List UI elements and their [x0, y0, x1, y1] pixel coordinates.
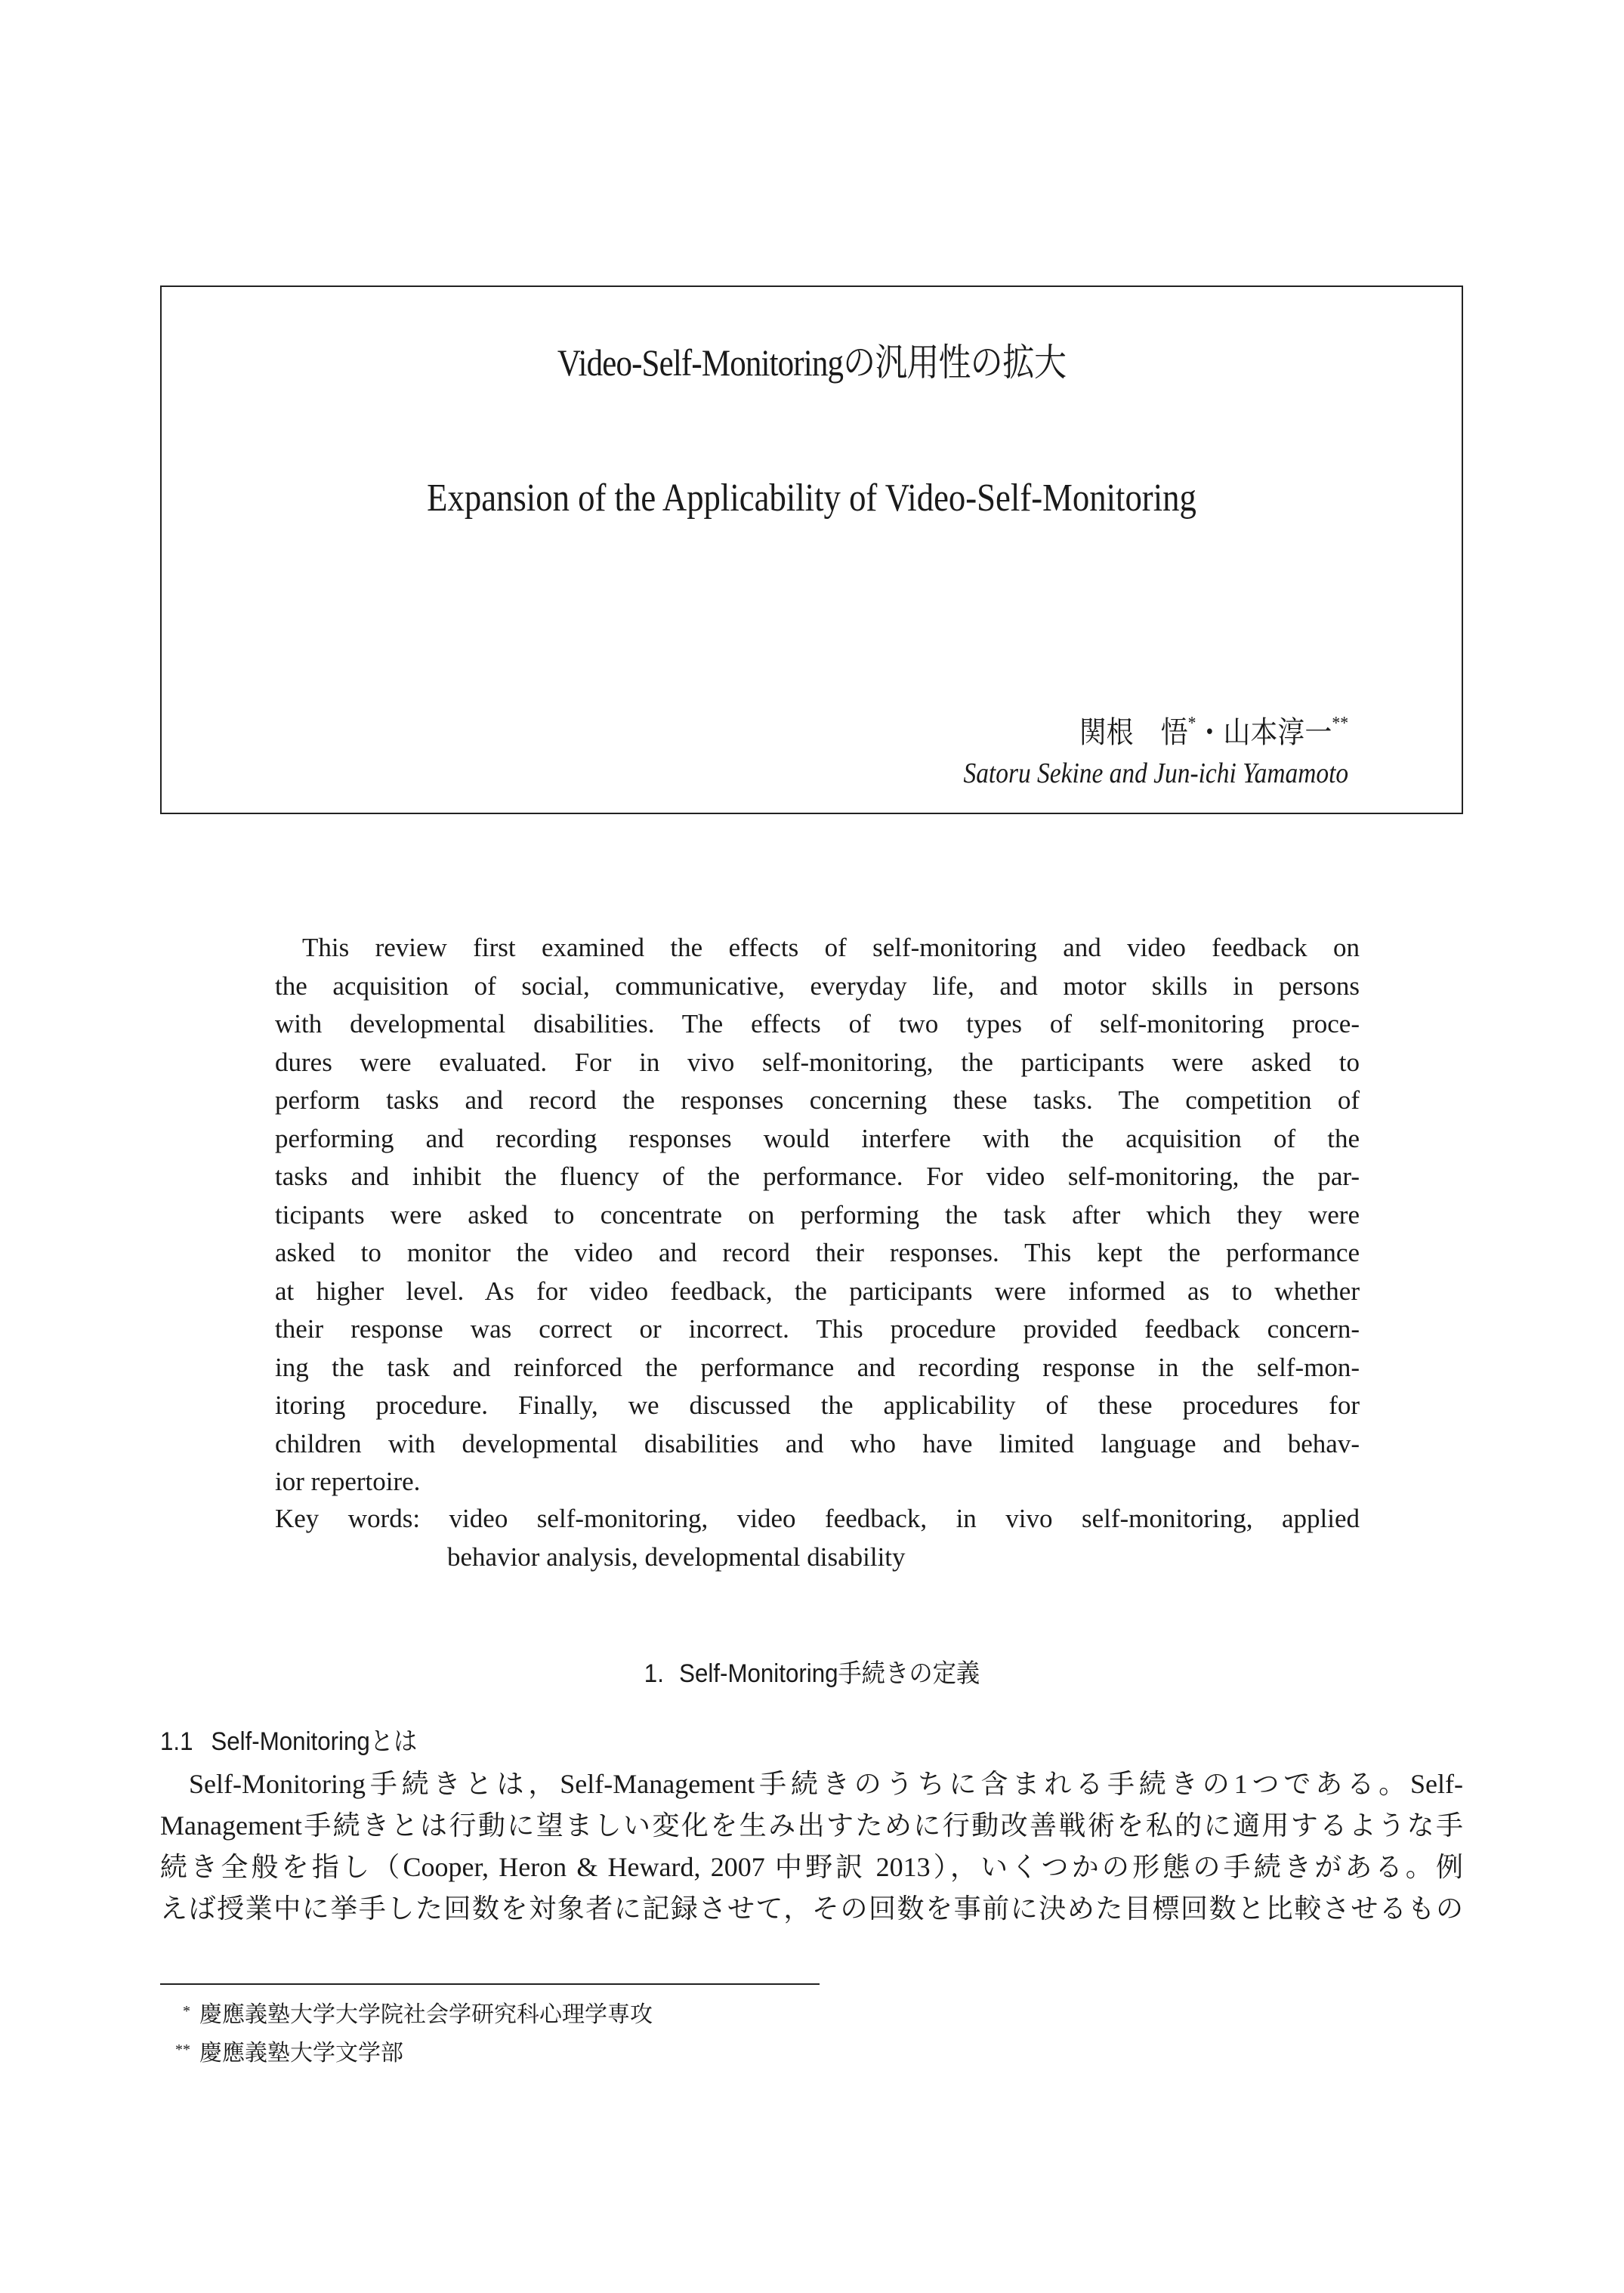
footnote-divider [160, 1983, 820, 1985]
body-line: Self-Monitoring手続きとは，Self-Management手続きのうちに含まれる手続きの1つである。Self- [189, 1769, 1463, 1799]
abstract-line: asked to monitor the video and record their responses. This kept the performance [275, 1238, 1360, 1267]
footnote-item [160, 2032, 653, 2071]
body-paragraph [160, 1764, 1463, 1930]
subsection-number: 1.1 [160, 1727, 193, 1756]
abstract-line: perform tasks and record the responses concerning these tasks. The competition of [275, 1085, 1360, 1115]
abstract-line: ticipants were asked to concentrate on performing the task after which they were [275, 1199, 1360, 1230]
author-1-affiliation-mark: * [1187, 714, 1196, 733]
abstract-line: children with developmental disabilities and who have limited language and behav- [275, 1428, 1360, 1458]
body-line: Management手続きとは行動に望ましい変化を生み出すために行動改善戦術を私的に適用するような手 [160, 1810, 1463, 1841]
keywords-line: Key words: video self-monitoring, video feedback, in vivo self-monitoring, applied [275, 1504, 1360, 1533]
subsection-heading [160, 1721, 417, 1758]
footnotes [160, 1994, 653, 2071]
section-heading [65, 1653, 1559, 1690]
abstract-line: ior repertoire. [275, 1467, 421, 1496]
author-separator: ・ [1196, 715, 1224, 749]
author-1-name: 関根 悟 [1079, 715, 1188, 749]
footnote-item [160, 1994, 653, 2032]
abstract-line: dures were evaluated. For in vivo self-monitoring, the participants were asked to [275, 1047, 1360, 1077]
author-2-affiliation-mark: ** [1332, 714, 1348, 733]
authors-english: Satoru Sekine and Jun-ichi Yamamoto [963, 758, 1348, 789]
abstract-line: at higher level. As for video feedback, the participants were informed as to whether [275, 1276, 1360, 1306]
abstract-line: tasks and inhibit the fluency of the performance. For video self-monitoring, the par- [275, 1162, 1360, 1191]
title-block [160, 285, 1463, 814]
body-line: 続き全般を指し（Cooper, Heron & Heward, 2007 中野訳 2013），いくつかの形態の手続きがある。例 [160, 1852, 1463, 1882]
abstract-line: with developmental disabilities. The effects of two types of self-monitoring proce- [275, 1009, 1360, 1038]
footnote-text: 慶應義塾大学文学部 [199, 2041, 403, 2066]
author-2-name: 山本淳一 [1223, 715, 1332, 749]
abstract-line: their response was correct or incorrect. This procedure provided feedback concern- [275, 1314, 1360, 1344]
abstract-line: the acquisition of social, communicative, everyday life, and motor skills in persons [275, 971, 1360, 1001]
abstract [275, 929, 1360, 1501]
authors-japanese [1079, 708, 1348, 751]
title-english: Expansion of the Applicability of Video-Self-Monitoring [427, 477, 1196, 520]
footnote-mark: ** [175, 2041, 190, 2058]
title-japanese: Video-Self-Monitoringの汎用性の拡大 [557, 341, 1067, 384]
body-line: えば授業中に挙手した回数を対象者に記録させて，その回数を事前に決めた目標回数と比較させるもの [160, 1893, 1463, 1924]
keywords [275, 1500, 1360, 1576]
abstract-line: This review first examined the effects of self-monitoring and video feedback on [302, 933, 1360, 962]
section-title: Self-Monitoring手続きの定義 [679, 1659, 980, 1688]
section-number: 1. [644, 1659, 664, 1688]
footnote-text: 慶應義塾大学大学院社会学研究科心理学専攻 [199, 2002, 653, 2027]
footnote-mark: * [183, 2003, 190, 2020]
subsection-title: Self-Monitoringとは [211, 1727, 418, 1756]
keywords-line-continued: behavior analysis, developmental disability [447, 1542, 906, 1572]
abstract-line: itoring procedure. Finally, we discussed the applicability of these procedures for [275, 1390, 1360, 1420]
abstract-line: ing the task and reinforced the performance and recording response in the self-mon- [275, 1352, 1360, 1382]
abstract-line: performing and recording responses would interfere with the acquisition of the [275, 1123, 1360, 1153]
